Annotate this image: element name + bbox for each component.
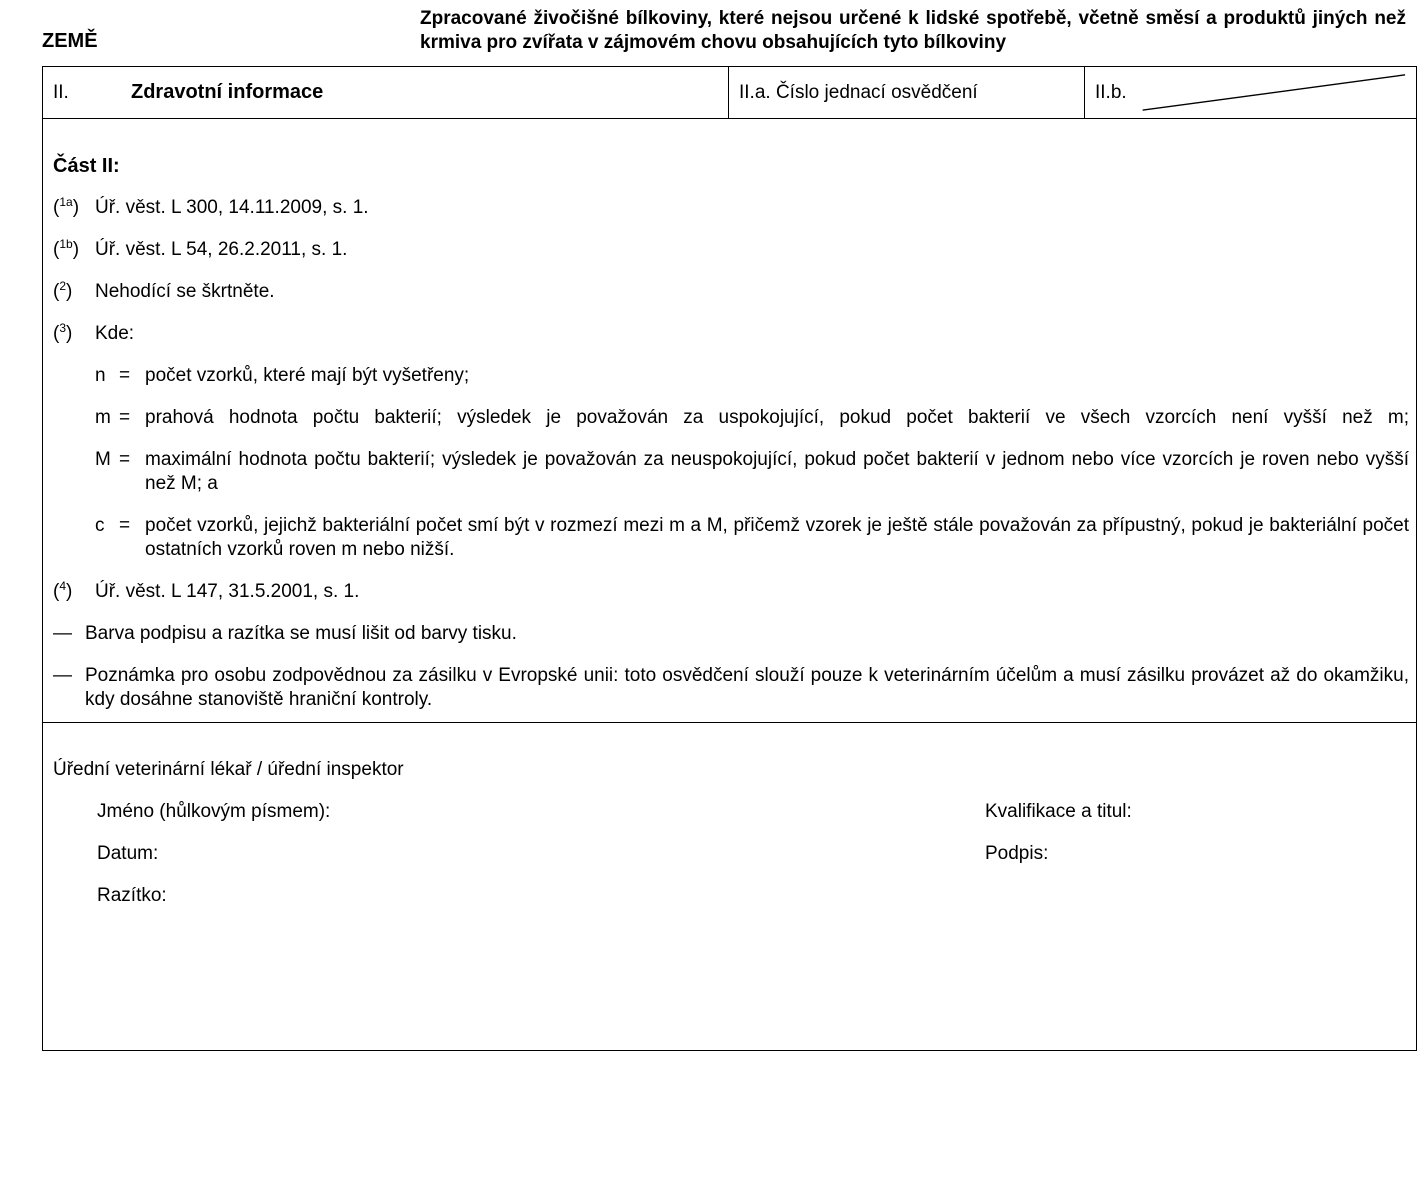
- footnote-ref: ($^{1b}$): [53, 237, 80, 260]
- definition-text: prahová hodnota počtu bakterií; výsledek je považován za uspokojující, pokud počet bakterií ve všech vzorcích není vyšší než m;: [145, 407, 1409, 428]
- footnote-ref: ($^{1a}$): [53, 195, 80, 218]
- country-label: ZEMĚ: [42, 30, 98, 52]
- footnote-text: Nehodící se škrtněte.: [95, 281, 275, 302]
- signature-field-label: Podpis:: [985, 843, 1049, 864]
- name-field-label: Jméno (hůlkovým písmem):: [97, 801, 331, 822]
- footnote-1b: [53, 238, 347, 262]
- footnote-4: [53, 580, 359, 604]
- section-title: Zdravotní informace: [131, 81, 324, 103]
- definition-text: maximální hodnota počtu bakterií; výsledek je považován za neuspokojující, pokud počet bakterií v jednom nebo více vzorcích je roven nebo vyšší než M; a: [145, 449, 1409, 494]
- note-text: Barva podpisu a razítka se musí lišit od barvy tisku.: [85, 623, 517, 644]
- signature-section: [43, 723, 1416, 1052]
- footnote-3: [53, 322, 134, 346]
- definition-symbol: n: [95, 365, 106, 386]
- consignment-note: [53, 664, 1409, 712]
- footnote-text: Úř. věst. L 54, 26.2.2011, s. 1.: [95, 239, 348, 260]
- certificate-reference-cell: [729, 67, 1085, 118]
- qualification-field-label: Kvalifikace a titul:: [985, 801, 1132, 822]
- document-title: Zpracované živočišné bílkoviny, které nejsou určené k lidské spotřebě, včetně směsí a produktů jiných než krmiva pro zvířata v zájmovém chovu obsahujících tyto bílkoviny: [420, 8, 1406, 53]
- definition-M: [95, 448, 1409, 496]
- footnote-ref: ($^4$): [53, 579, 73, 602]
- stamp-field-label: Razítko:: [97, 885, 167, 906]
- definition-equals: =: [119, 515, 131, 536]
- section-title-cell: [43, 67, 729, 118]
- form-frame: [42, 66, 1417, 1051]
- footnote-text: Úř. věst. L 147, 31.5.2001, s. 1.: [95, 581, 360, 602]
- section-header-row: [43, 67, 1416, 119]
- definition-m: [95, 406, 1409, 430]
- officer-label: Úřední veterinární lékař / úřední inspektor: [53, 759, 404, 780]
- reference-b-cell: [1085, 67, 1416, 118]
- definition-equals: =: [119, 407, 131, 428]
- certificate-reference-label: II.a. Číslo jednací osvědčení: [739, 81, 978, 103]
- footnote-text: Úř. věst. L 300, 14.11.2009, s. 1.: [95, 197, 369, 218]
- note-text: Poznámka pro osobu zodpovědnou za zásilku v Evropské unii: toto osvědčení slouží pouze k veterinárním účelům a musí zásilku provázet až do okamžiku, kdy dosáhne stanoviště hraniční kontroly.: [85, 665, 1409, 710]
- dash-bullet: —: [53, 665, 72, 686]
- definition-text: počet vzorků, které mají být vyšetřeny;: [145, 365, 470, 386]
- definition-equals: =: [119, 365, 131, 386]
- reference-b-label: II.b.: [1095, 81, 1127, 103]
- part-heading: Část II:: [53, 155, 120, 177]
- footnote-text: Kde:: [95, 323, 135, 344]
- section-number: II.: [53, 81, 69, 103]
- definition-text: počet vzorků, jejichž bakteriální počet smí být v rozmezí mezi m a M, přičemž vzorek je ještě stále považován za přípustný, pokud je bakteriální počet ostatních vzorků roven m nebo nižší.: [145, 515, 1409, 560]
- definition-equals: =: [119, 449, 131, 470]
- definition-n: [95, 364, 1409, 388]
- definition-symbol: c: [95, 515, 105, 536]
- footnote-2: [53, 280, 275, 304]
- strike-through-line: [1085, 67, 1416, 118]
- signature-colour-note: [53, 622, 1409, 646]
- definition-symbol: m: [95, 407, 111, 428]
- definition-symbol: M: [95, 449, 111, 470]
- date-field-label: Datum:: [97, 843, 159, 864]
- footnote-1a: [53, 196, 369, 220]
- definition-c: [95, 514, 1409, 562]
- footnote-ref: ($^2$): [53, 279, 73, 302]
- dash-bullet: —: [53, 623, 72, 644]
- footnote-ref: ($^3$): [53, 321, 73, 344]
- footnotes-section: [43, 119, 1416, 723]
